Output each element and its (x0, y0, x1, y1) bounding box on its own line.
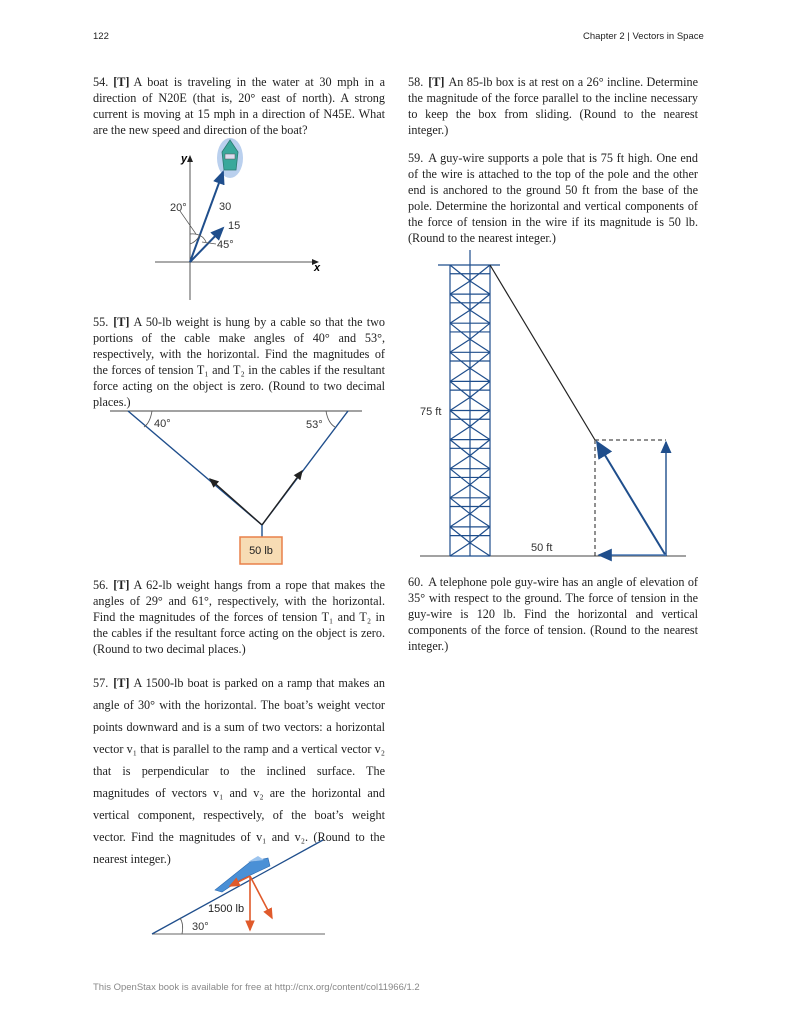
boat-vector-diagram (150, 138, 340, 303)
problem-59 (408, 150, 698, 246)
hanging-weight-diagram (110, 405, 370, 570)
tower-strut (450, 265, 470, 281)
guy-wire (490, 265, 595, 440)
problem-number: 60. (408, 575, 424, 589)
weight-label: 1500 lb (208, 903, 245, 915)
tower-strut (470, 411, 490, 427)
tower-strut (470, 543, 490, 556)
problem-55 (93, 314, 385, 410)
tower-strut (450, 352, 470, 368)
problem-text: A 50-lb weight is hung by a cable so that the two portions of the cable make angles of 40° and 53°, respectively, with the horizontal. Find the magnitudes of the forces of tension T₁ and T₂ in the cables if the resultant force acting on the object is zero. (Round to two decimal places.) (93, 315, 385, 409)
problem-text: A 1500-lb boat is parked on a ramp that makes an angle of 30° with the horizontal. The boat’s weight vector points downward and is a sum of two vectors: a horizontal vector v₁ that is parallel to the ramp and a vertical vector v₂ that is perpendicular to the inclined surface. The magnitudes of vectors v₁ and v₂ are the horizontal and vertical component, respectively, of the boat’s weight vector. Find the magnitudes of v₁ and v₂. (Round to the nearest integer.) (93, 676, 385, 866)
tower-strut (450, 427, 470, 440)
angle-40-label: 40° (154, 418, 171, 430)
problem-text: A guy-wire supports a pole that is 75 ft high. One end of the wire is attached to the top of the pole and the other end is anchored to the ground 50 ft from the base of the pole. Determine the horizontal and vertical components of the force of tension in the wire if its magnitude is 50 lb. (Round to the nearest integer.) (408, 151, 698, 245)
tower-strut (470, 514, 490, 527)
boat-icon (217, 138, 243, 178)
problem-number: 59. (408, 151, 424, 165)
tension-vector-right (262, 471, 302, 525)
tower-strut (450, 323, 470, 339)
weight-label: 50 lb (249, 545, 273, 557)
problem-58 (408, 74, 698, 138)
tower-strut (470, 397, 490, 410)
y-axis-label: y (181, 153, 188, 165)
tower-strut (470, 440, 490, 456)
problem-text: An 85-lb box is at rest on a 26° incline. Determine the magnitude of the force parallel to the incline necessary to keep the box from sliding. (Round to the nearest integer.) (408, 75, 698, 137)
tower-strut (470, 339, 490, 352)
tower-strut (470, 456, 490, 469)
problem-number: 55. (93, 315, 109, 329)
page-number: 122 (93, 31, 109, 42)
tower-strut (470, 381, 490, 397)
tower-strut (470, 281, 490, 294)
tower-strut (450, 339, 470, 352)
tower-strut (450, 527, 470, 543)
tower-strut (450, 514, 470, 527)
angle-53-label: 53° (306, 419, 323, 431)
problem-text: A 62-lb weight hangs from a rope that makes the angles of 29° and 61°, respectively, with the horizontal. Find the magnitudes of the forces of tension T₁ and T₂ in the cables if the resultant force acting on the object is zero. (Round to two decimal places.) (93, 578, 385, 656)
tower-strut (470, 485, 490, 498)
guy-wire-diagram (410, 250, 700, 565)
problem-tag: [T] (428, 75, 445, 89)
tension-vector-left (210, 479, 262, 525)
problem-number: 58. (408, 75, 424, 89)
tower-strut (470, 427, 490, 440)
distance-label: 50 ft (531, 542, 553, 554)
magnitude-30-label: 30 (219, 201, 232, 213)
tower-strut (470, 498, 490, 514)
problem-56 (93, 577, 385, 657)
tower-strut (450, 440, 470, 456)
angle-45-label: 45° (217, 239, 234, 251)
tower-strut (470, 368, 490, 381)
perpendicular-component (250, 876, 272, 918)
angle-20-label: 20° (170, 202, 187, 214)
ramp-angle-label: 30° (192, 921, 209, 933)
tower-strut (470, 469, 490, 485)
problem-number: 54. (93, 75, 109, 89)
problem-text: A boat is traveling in the water at 30 mph in a direction of N20E (that is, 20° east of north). A strong current is moving at 15 mph in a direction of N45E. What are the new speed and direction of the boat? (93, 75, 385, 137)
height-label: 75 ft (420, 406, 442, 418)
tower-strut (470, 310, 490, 323)
tower-strut (470, 527, 490, 543)
tower-strut (450, 543, 470, 556)
problem-60 (408, 574, 698, 654)
problem-number: 57. (93, 676, 109, 690)
tower-strut (450, 381, 470, 397)
problem-tag: [T] (113, 578, 130, 592)
tower-strut (450, 281, 470, 294)
tower-strut (450, 456, 470, 469)
tower-strut (450, 294, 470, 310)
tower-strut (450, 397, 470, 410)
chapter-title: Chapter 2 | Vectors in Space (583, 31, 704, 42)
ramp-line (152, 840, 323, 934)
problem-number: 56. (93, 578, 109, 592)
problem-tag: [T] (113, 315, 130, 329)
tower-strut (470, 352, 490, 368)
tower-strut (470, 265, 490, 281)
problem-tag: [T] (113, 75, 130, 89)
tower-strut (450, 310, 470, 323)
tower-strut (450, 498, 470, 514)
ramp-boat-diagram (140, 840, 340, 945)
problem-54 (93, 74, 385, 138)
problem-text: A telephone pole guy-wire has an angle of elevation of 35° with respect to the ground. The force of tension in the guy-wire is 120 lb. Find the horizontal and vertical components of the force of tension. (Round to the nearest integer.) (408, 575, 698, 653)
tower-strut (450, 411, 470, 427)
tower-strut (470, 294, 490, 310)
footer-note: This OpenStax book is available for free at http://cnx.org/content/col11966/1.2 (93, 982, 420, 993)
problem-tag: [T] (113, 676, 130, 690)
x-axis-label: x (314, 262, 321, 274)
tower-strut (470, 323, 490, 339)
tower-strut (450, 469, 470, 485)
magnitude-15-label: 15 (228, 220, 241, 232)
tower-strut (450, 368, 470, 381)
tower-strut (450, 485, 470, 498)
tower-icon (438, 250, 500, 556)
tension-vector (597, 442, 666, 556)
